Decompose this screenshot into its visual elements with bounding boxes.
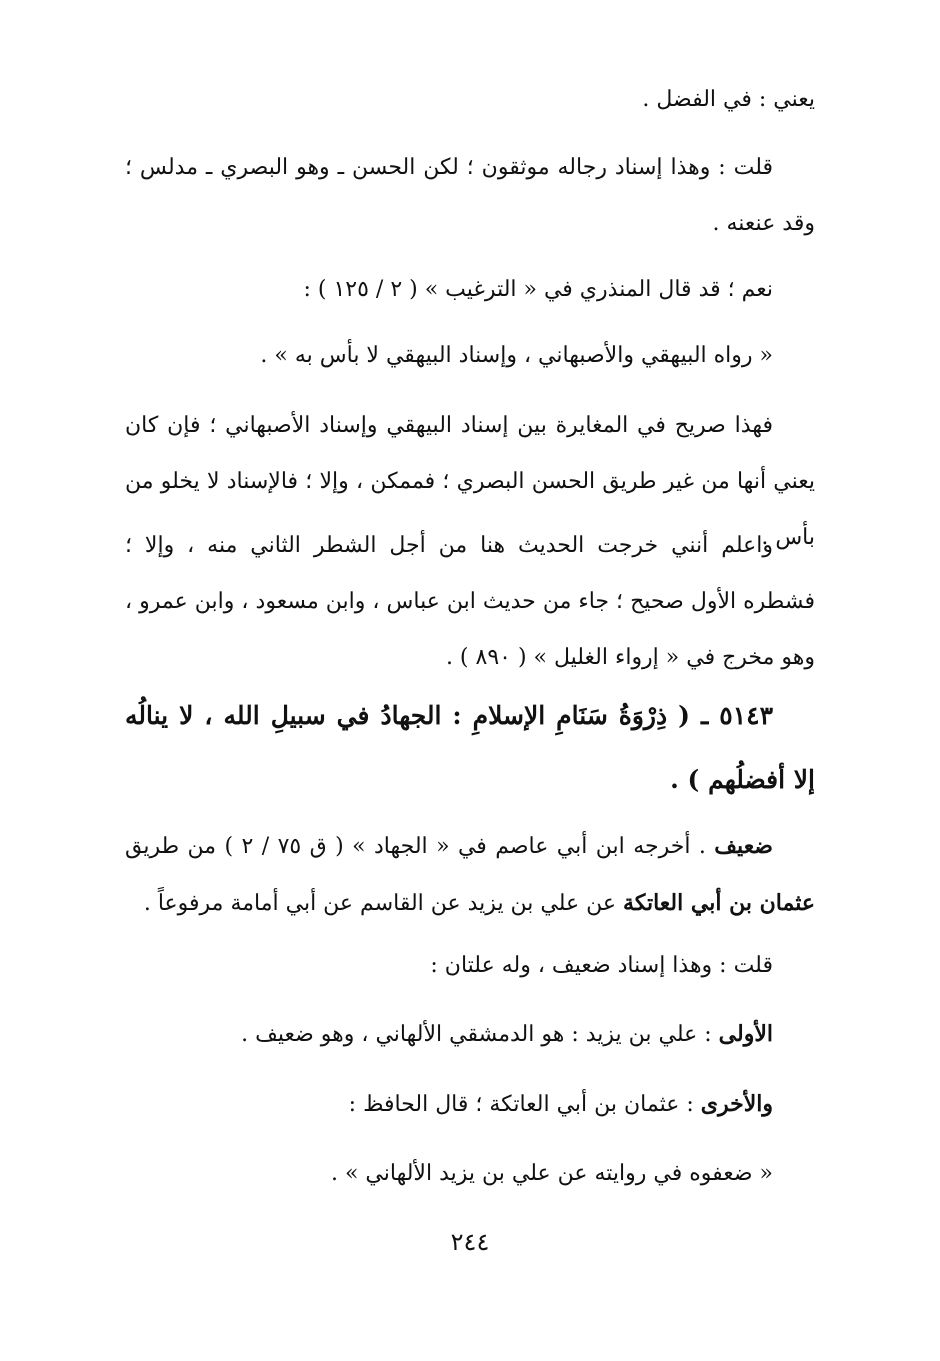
paragraph-mughayara: فهذا صريح في المغايرة بين إسناد البيهقي وإسناد الأصبهاني ؛ فإن كان يعني أنها من غير طريق الحسن البصري ؛ فممكن ، وإلا ؛ فالإسناد لا يخلو من بأس . (125, 413, 815, 550)
grading-label: ضعيف (714, 833, 773, 859)
paragraph-takhrij-note: واعلم أنني خرجت الحديث هنا من أجل الشطر الثاني منه ، وإلا ؛ فشطره الأول صحيح ؛ جاء من حديث ابن عباس ، وابن مسعود ، وابن عمرو ، وهو مخرج في « إرواء الغليل » ( ٨٩٠ ) . (125, 533, 815, 670)
second-ilal-label: والأخرى (700, 1091, 773, 1117)
paragraph-ilal-intro: قلت : وهذا إسناد ضعيف ، وله علتان : (430, 953, 773, 978)
paragraph-daif (125, 818, 815, 932)
paragraph-second-ilal (125, 1076, 815, 1133)
paragraph-daif-text-a: . أخرجه ابن أبي عاصم في « الجهاد » ( ق ٧٥ / ٢ ) من طريق (125, 834, 715, 859)
second-ilal-text: : عثمان بن أبي العاتكة ؛ قال الحافظ : (348, 1092, 701, 1117)
paragraph-fadl: يعني : في الفضل . (642, 87, 815, 112)
paragraph-quote-bayhaqi: « رواه البيهقي والأصبهاني ، وإسناد البيهقي لا بأس به » . (260, 343, 773, 368)
paragraph-isnad-note: قلت : وهذا إسناد رجاله موثقون ؛ لكن الحسن ـ وهو البصري ـ مدلس ؛ وقد عنعنه . (125, 155, 815, 236)
first-ilal-label: الأولى (718, 1021, 773, 1047)
paragraph-daif-text-b: عن علي بن يزيد عن القاسم عن أبي أمامة مرفوعاً . (143, 891, 624, 916)
paragraph-mundhiri: نعم ؛ قد قال المنذري في « الترغيب » ( ٢ / ١٢٥ ) : (303, 277, 773, 302)
paragraph-quote-hafiz: « ضعفوه في روايته عن علي بن يزيد الألهاني » . (330, 1161, 773, 1186)
first-ilal-text: : علي بن يزيد : هو الدمشقي الألهاني ، وهو ضعيف . (241, 1022, 719, 1047)
hadith-heading: ٥١٤٣ ـ ( ذِرْوَةُ سَنَامِ الإسلامِ : الجهادُ في سبيلِ الله ، لا ينالُه إلا أفضلُهم ) . (125, 701, 815, 794)
page-number: ٢٤٤ (450, 1228, 490, 1256)
paragraph-first-ilal (125, 1006, 815, 1063)
narrator-name: عثمان بن أبي العاتكة (623, 890, 815, 916)
